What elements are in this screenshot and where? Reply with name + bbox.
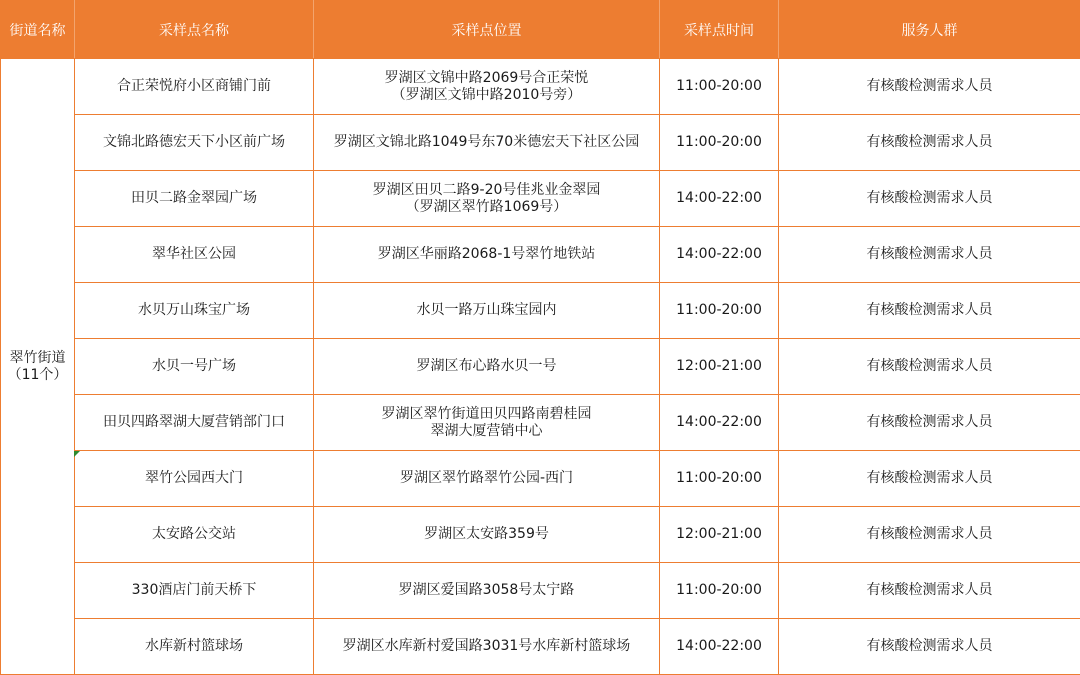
table-row (1, 451, 1080, 507)
site-name-cell: 水贝万山珠宝广场 (75, 283, 314, 339)
table-row (1, 227, 1080, 283)
service-group-cell: 有核酸检测需求人员 (779, 563, 1080, 619)
site-time-cell: 14:00-22:00 (660, 619, 779, 675)
site-name-cell: 水贝一号广场 (75, 339, 314, 395)
site-location-cell (314, 507, 660, 563)
site-name-cell: 田贝二路金翠园广场 (75, 171, 314, 227)
table-row (1, 619, 1080, 675)
site-location-line: 罗湖区太安路359号 (424, 526, 549, 542)
site-location-cell (314, 283, 660, 339)
site-location-cell (314, 171, 660, 227)
header-row (1, 1, 1080, 59)
site-name-cell: 翠华社区公园 (75, 227, 314, 283)
site-name-cell: 水库新村篮球场 (75, 619, 314, 675)
service-group-cell: 有核酸检测需求人员 (779, 619, 1080, 675)
service-group-cell: 有核酸检测需求人员 (779, 507, 1080, 563)
table-row (1, 115, 1080, 171)
site-location-line: 水贝一路万山珠宝园内 (416, 302, 557, 318)
site-location-line: 罗湖区布心路水贝一号 (416, 358, 557, 374)
service-group-cell: 有核酸检测需求人员 (779, 283, 1080, 339)
site-location-line: 罗湖区翠竹街道田贝四路南碧桂园 (381, 405, 592, 422)
table-row (1, 283, 1080, 339)
site-time-cell: 11:00-20:00 (660, 115, 779, 171)
site-location-line: 罗湖区爱国路3058号太宁路 (398, 582, 575, 598)
site-name-cell: 330酒店门前天桥下 (75, 563, 314, 619)
site-time-cell: 12:00-21:00 (660, 339, 779, 395)
site-location-line: 罗湖区文锦北路1049号东70米德宏天下社区公园 (333, 134, 640, 150)
site-location-line: 罗湖区翠竹路翠竹公园-西门 (399, 470, 574, 486)
site-time-cell: 11:00-20:00 (660, 59, 779, 115)
site-location-line: 罗湖区华丽路2068-1号翠竹地铁站 (377, 246, 596, 262)
site-location-line: （罗湖区文锦中路2010号旁） (391, 86, 582, 103)
site-name-cell: 太安路公交站 (75, 507, 314, 563)
table-row (1, 171, 1080, 227)
site-name-cell: 文锦北路德宏天下小区前广场 (75, 115, 314, 171)
service-group-cell: 有核酸检测需求人员 (779, 59, 1080, 115)
street-name: 翠竹街道 (9, 349, 66, 366)
site-location-cell (314, 227, 660, 283)
header-site-location: 采样点位置 (314, 1, 660, 59)
header-site-name: 采样点名称 (75, 1, 314, 59)
table-row (1, 395, 1080, 451)
cell-corner-marker (74, 451, 80, 457)
street-name-cell (1, 59, 75, 675)
table-row (1, 339, 1080, 395)
table-row (1, 507, 1080, 563)
table-row (1, 59, 1080, 115)
site-name-cell: 田贝四路翠湖大厦营销部门口 (75, 395, 314, 451)
table-row (1, 563, 1080, 619)
site-location-line: 罗湖区文锦中路2069号合正荣悦 (384, 69, 589, 86)
site-name-cell: 翠竹公园西大门 (75, 451, 314, 507)
site-location-line: 罗湖区水库新村爱国路3031号水库新村篮球场 (342, 638, 631, 654)
header-service-group: 服务人群 (779, 1, 1080, 59)
site-location-cell (314, 59, 660, 115)
service-group-cell: 有核酸检测需求人员 (779, 395, 1080, 451)
site-location-cell (314, 339, 660, 395)
site-location-cell (314, 395, 660, 451)
site-time-cell: 14:00-22:00 (660, 227, 779, 283)
site-time-cell: 14:00-22:00 (660, 395, 779, 451)
service-group-cell: 有核酸检测需求人员 (779, 227, 1080, 283)
site-time-cell: 11:00-20:00 (660, 283, 779, 339)
service-group-cell: 有核酸检测需求人员 (779, 115, 1080, 171)
site-location-cell (314, 619, 660, 675)
table-body (1, 59, 1080, 675)
service-group-cell: 有核酸检测需求人员 (779, 339, 1080, 395)
header-street: 街道名称 (1, 1, 75, 59)
service-group-cell: 有核酸检测需求人员 (779, 171, 1080, 227)
street-site-count: （11个） (7, 366, 68, 383)
site-location-cell (314, 115, 660, 171)
site-time-cell: 11:00-20:00 (660, 451, 779, 507)
header-site-time: 采样点时间 (660, 1, 779, 59)
site-location-line: 罗湖区田贝二路9-20号佳兆业金翠园 (372, 181, 601, 198)
site-time-cell: 12:00-21:00 (660, 507, 779, 563)
site-location-line: （罗湖区翠竹路1069号） (405, 198, 568, 215)
site-name-cell: 合正荣悦府小区商铺门前 (75, 59, 314, 115)
site-location-cell (314, 451, 660, 507)
site-location-cell (314, 563, 660, 619)
service-group-cell: 有核酸检测需求人员 (779, 451, 1080, 507)
site-time-cell: 14:00-22:00 (660, 171, 779, 227)
site-time-cell: 11:00-20:00 (660, 563, 779, 619)
site-location-line: 翠湖大厦营销中心 (430, 422, 543, 439)
